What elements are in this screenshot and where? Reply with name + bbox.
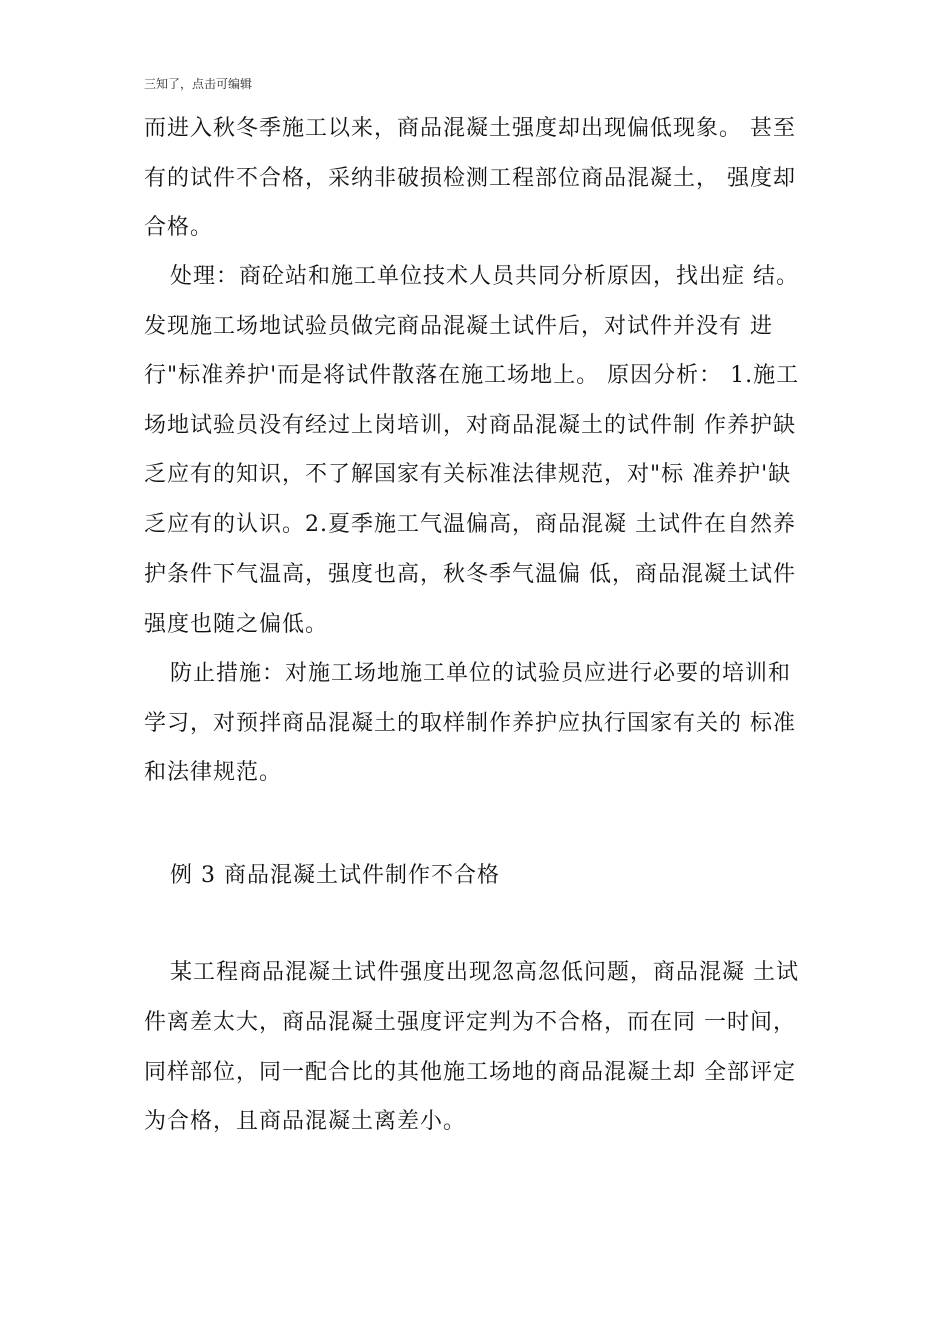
- section-heading: 例 3 商品混凝土试件制作不合格: [170, 863, 500, 888]
- header-note: 三知了，点击可编辑: [144, 77, 253, 91]
- text-line: 为合格，且商品混凝土离差小。: [144, 1109, 467, 1134]
- text-line: 某工程商品混凝土试件强度出现忽高忽低问题，商品混凝 土试: [170, 960, 799, 985]
- text-line: 乏应有的知识，不了解国家有关标准法律规范，对"标 准养护'缺: [144, 462, 792, 487]
- text-line: 和法律规范。: [144, 760, 283, 785]
- text-line: 发现施工场地试验员做完商品混凝土试件后，对试件并没有 进: [144, 314, 773, 339]
- text-line: 而进入秋冬季施工以来，商品混凝土强度却出现偏低现象。 甚至: [144, 116, 796, 141]
- text-line: 乏应有的认识。2.夏季施工气温偏高，商品混凝 土试件在自然养: [144, 512, 796, 537]
- text-line: 强度也随之偏低。: [144, 612, 329, 637]
- text-line: 同样部位，同一配合比的其他施工场地的商品混凝土却 全部评定: [144, 1060, 796, 1085]
- text-line: 合格。: [144, 215, 214, 240]
- text-line: 有的试件不合格，采纳非破损检测工程部位商品混凝土， 强度却: [144, 166, 796, 191]
- text-line: 处理：商砼站和施工单位技术人员共同分析原因，找出症 结。: [170, 264, 799, 289]
- text-line: 防止措施：对施工场地施工单位的试验员应进行必要的培训和: [170, 661, 792, 686]
- text-line: 件离差太大，商品混凝土强度评定判为不合格，而在同 一时间，: [144, 1010, 796, 1035]
- text-line: 学习，对预拌商品混凝土的取样制作养护应执行国家有关的 标准: [144, 711, 796, 736]
- text-line: 行"标准养护'而是将试件散落在施工场地上。 原因分析： 1.施工: [144, 363, 800, 388]
- text-line: 护条件下气温高，强度也高，秋冬季气温偏 低，商品混凝土试件: [144, 562, 796, 587]
- text-line: 场地试验员没有经过上岗培训，对商品混凝土的试件制 作养护缺: [144, 413, 796, 438]
